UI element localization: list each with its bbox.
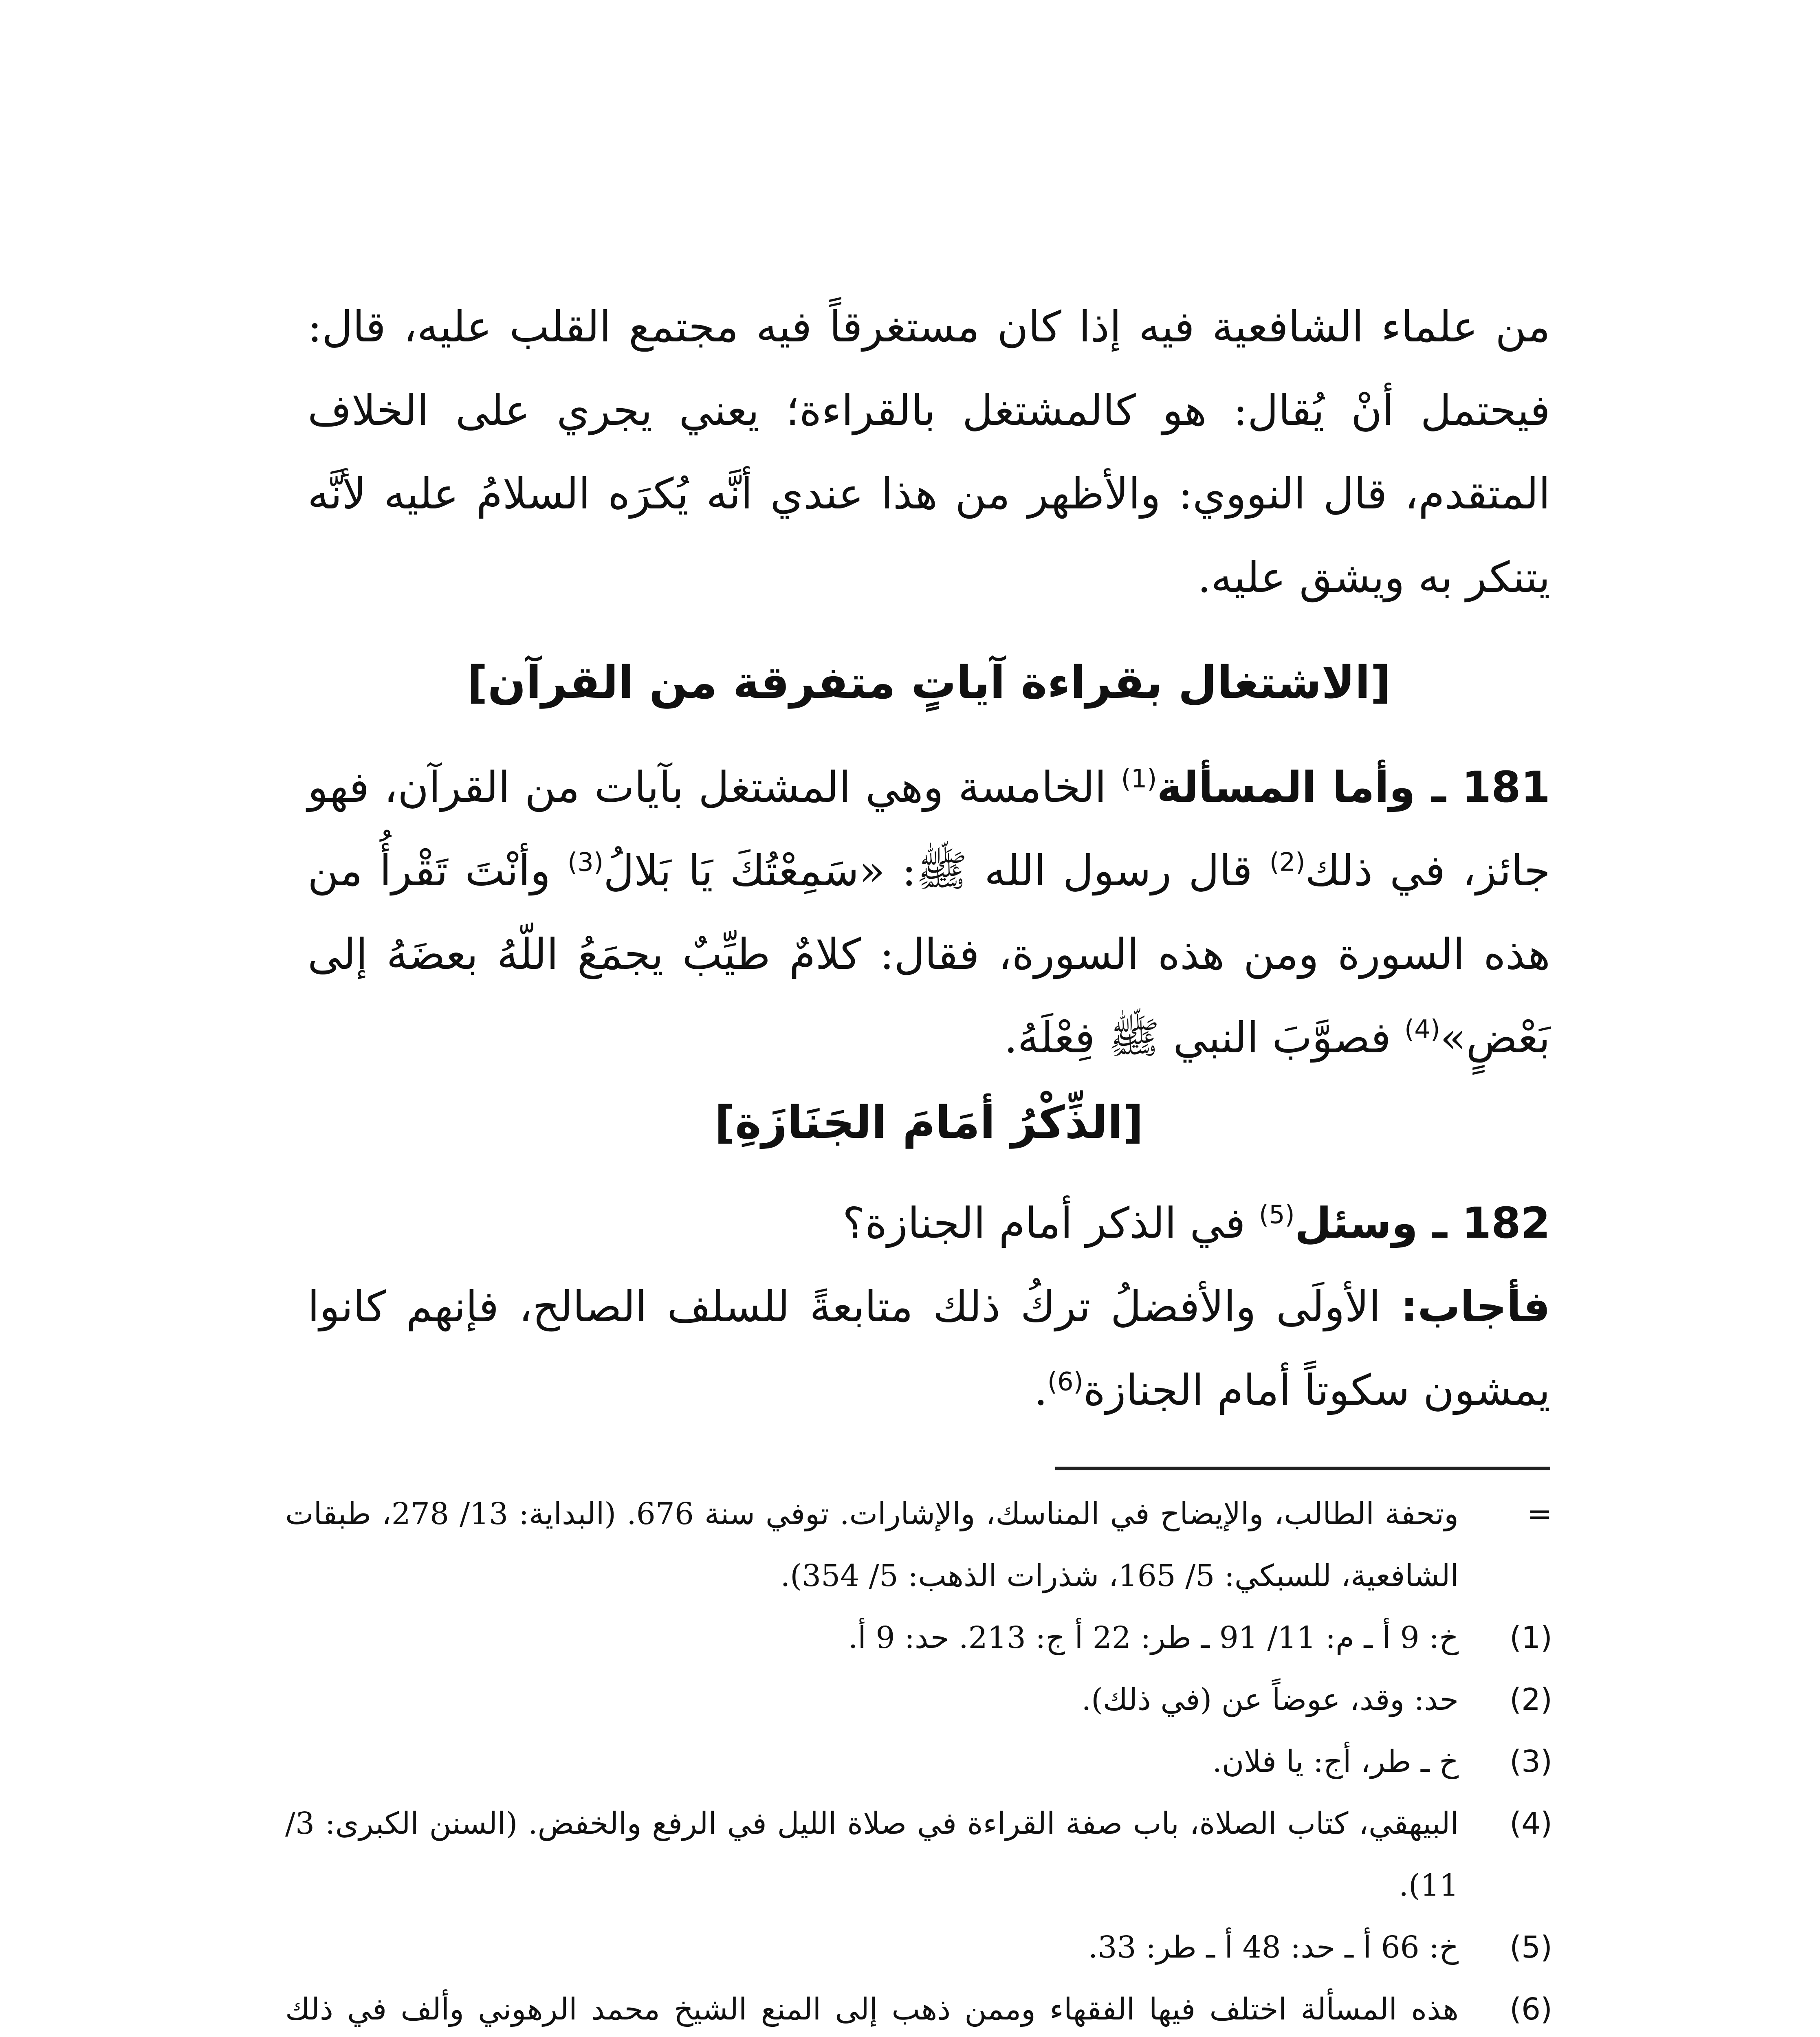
answer-label: فأجاب: bbox=[1400, 1282, 1550, 1331]
footnote-item bbox=[285, 1978, 1552, 2037]
footnote-text: خ: 9 أ ـ م: 11/ 91 ـ طر: 22 أ ج: 213. حد: 9 أ. bbox=[848, 1620, 1459, 1655]
footnote-mark: = bbox=[1527, 1496, 1552, 1531]
section-heading-funeral: [الذِّكْرُ أمَامَ الجَنَازَةِ] bbox=[714, 1096, 1144, 1148]
intro-text: من علماء الشافعية فيه إذا كان مستغرقاً فيه مجتمع القلب عليه، قال: فيحتمل أنْ يُقال: هو كالمشتغل بالقراءة؛ يعني يجري على الخلاف المتقدم، قال النووي: والأظهر من هذا عندي أنَّه يُكرَه السلامُ عليه لأنَّه يتنكر به ويشق عليه. bbox=[308, 302, 1550, 602]
footnote-item bbox=[285, 1607, 1552, 1669]
footnote-text: خ: 66 أ ـ حد: 48 أ ـ طر: 33. bbox=[1088, 1930, 1459, 1965]
item-181-text-2: قال رسول الله ﷺ: «سَمِعْتُكَ يَا بَلالُ bbox=[603, 846, 1270, 895]
footnote-text: البيهقي، كتاب الصلاة، باب صفة القراءة في صلاة الليل في الرفع والخفض. (السنن الكبرى: 3/ 11). bbox=[285, 1806, 1459, 1903]
footnote-separator bbox=[1055, 1467, 1550, 1470]
footnote-mark: (1) bbox=[1510, 1620, 1552, 1655]
footnote-item bbox=[285, 1793, 1552, 1916]
footnote-mark: (4) bbox=[1510, 1806, 1552, 1841]
footnote-item bbox=[285, 1669, 1552, 1731]
footnote-ref-4: (4) bbox=[1404, 1014, 1440, 1044]
item-182-answer bbox=[308, 1265, 1550, 1432]
item-181-text-3: وأنْتَ تَقْرأُ من هذه السورة ومن هذه السورة، فقال: كلامٌ طيِّبٌ يجمَعُ اللّهُ بعضَهُ إلى بَعْضٍ» bbox=[308, 846, 1550, 1062]
footnote-item bbox=[285, 1731, 1552, 1793]
footnote-text: وتحفة الطالب، والإيضاح في المناسك، والإشارات. توفي سنة 676. (البداية: 13/ 278، طبقات الشافعية، للسبكي: 5/ 165، شذرات الذهب: 5/ 354). bbox=[285, 1496, 1459, 1593]
item-181-paragraph bbox=[308, 746, 1550, 1080]
item-182-lead: 182 ـ وسئل bbox=[1294, 1198, 1550, 1248]
section-recitation-body bbox=[308, 746, 1550, 1080]
answer-end: . bbox=[1034, 1365, 1048, 1415]
footnote-item bbox=[285, 1483, 1552, 1607]
footnote-ref-6: (6) bbox=[1047, 1366, 1083, 1397]
footnote-text: هذه المسألة اختلف فيها الفقهاء وممن ذهب إلى المنع الشيخ محمد الرهوني وألف في ذلك bbox=[285, 1992, 1459, 2027]
footnote-mark: (3) bbox=[1510, 1744, 1552, 1779]
footnote-ref-1: (1) bbox=[1121, 763, 1157, 794]
footnote-mark: (5) bbox=[1510, 1930, 1552, 1965]
footnotes bbox=[285, 1483, 1552, 2037]
footnote-text: حد: وقد، عوضاً عن (في ذلك). bbox=[1081, 1682, 1459, 1717]
item-181-text-4: فصوَّبَ النبي ﷺ فِعْلَهُ. bbox=[1004, 1013, 1404, 1062]
footnote-ref-2: (2) bbox=[1269, 847, 1305, 877]
section-funeral-body bbox=[308, 1181, 1550, 1432]
footnote-item bbox=[285, 1916, 1552, 1978]
item-181-lead: 181 ـ وأما المسألة bbox=[1157, 762, 1550, 812]
answer-text: الأولَى والأفضلُ تركُ ذلك متابعةً للسلف الصالح، فإنهم كانوا يمشون سكوتاً أمام الجنازة bbox=[308, 1282, 1550, 1415]
item-181-text-1: الخامسة وهي المشتغل بآيات من القرآن، فهو جائز، في ذلك bbox=[308, 762, 1550, 895]
footnote-mark: (2) bbox=[1510, 1682, 1552, 1717]
footnote-ref-3: (3) bbox=[568, 847, 604, 877]
item-182-question-text: في الذكر أمام الجنازة؟ bbox=[842, 1198, 1259, 1248]
item-182-question bbox=[308, 1181, 1550, 1265]
intro-paragraph bbox=[308, 285, 1550, 619]
footnote-ref-5: (5) bbox=[1259, 1199, 1295, 1230]
section-heading-recitation: [الاشتغال بقراءة آياتٍ متفرقة من القرآن] bbox=[467, 656, 1391, 708]
footnote-text: خ ـ طر، أج: يا فلان. bbox=[1212, 1744, 1459, 1779]
footnote-mark: (6) bbox=[1510, 1992, 1552, 2027]
